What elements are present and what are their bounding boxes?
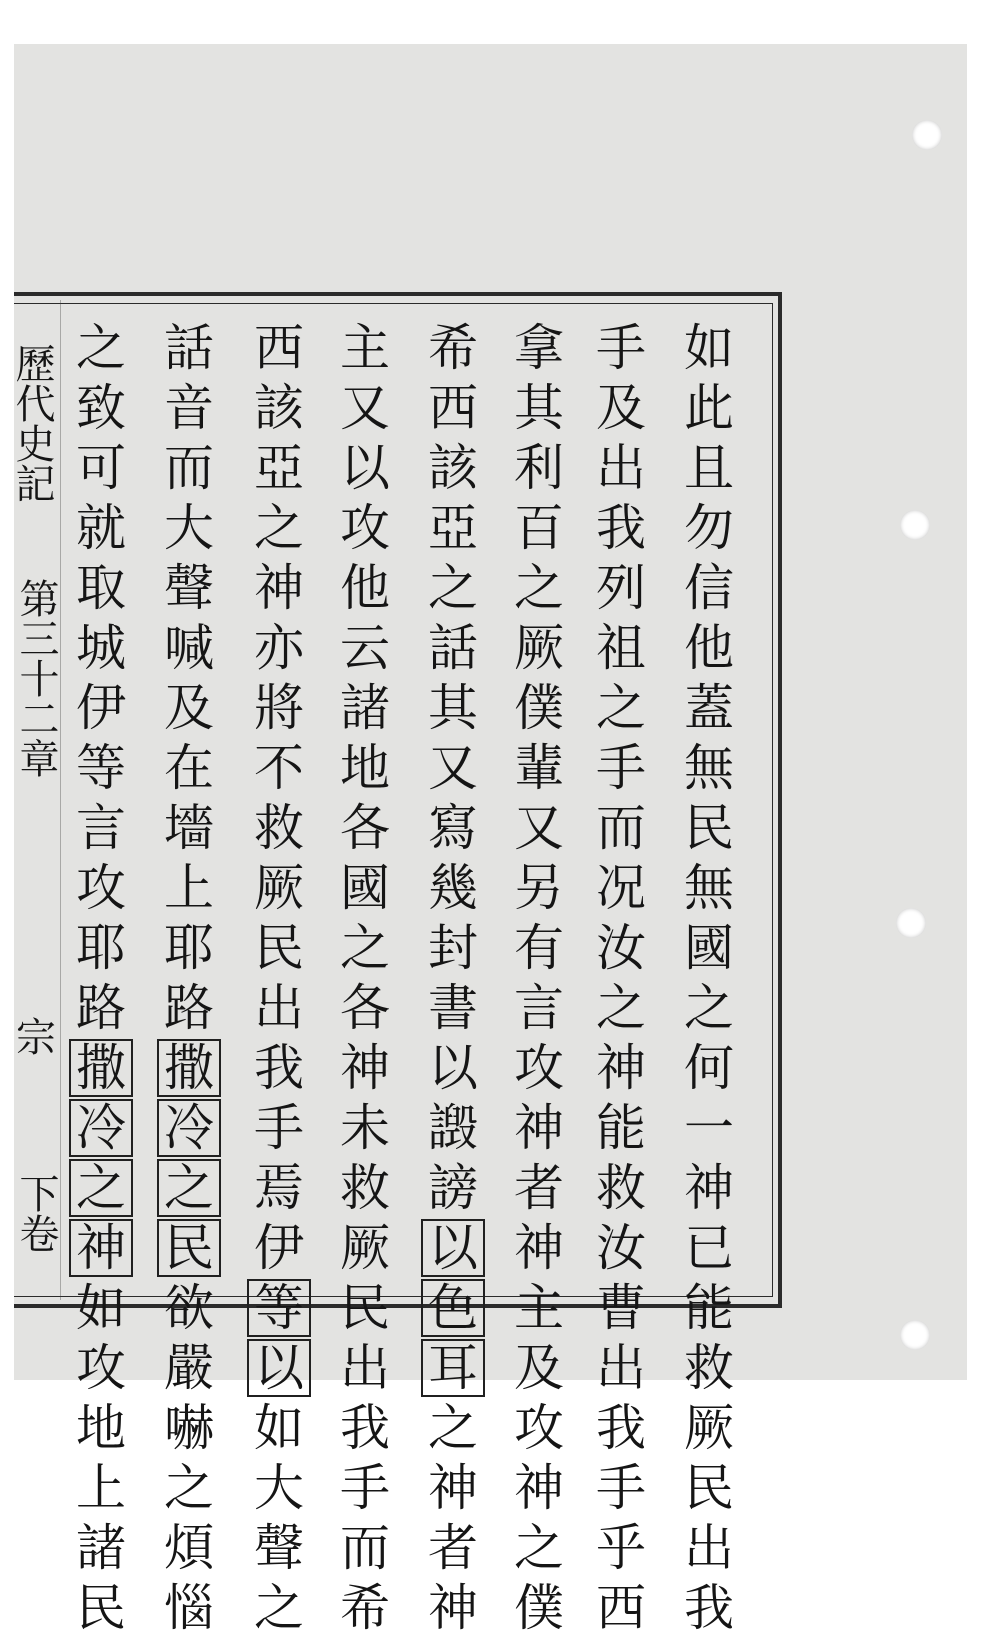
glyph: 冷 [68, 1098, 134, 1158]
glyph: 乎 [596, 1519, 646, 1577]
glyph: 以 [340, 439, 390, 497]
glyph: 之 [254, 1579, 304, 1637]
glyph: 伊 [254, 1219, 304, 1277]
margin-title: 歷代史記 [9, 343, 55, 503]
glyph: 主 [514, 1279, 564, 1337]
glyph: 之 [164, 1459, 214, 1517]
glyph: 厥 [254, 859, 304, 917]
glyph: 蓋 [684, 679, 734, 737]
glyph: 而 [596, 799, 646, 857]
glyph: 各 [340, 979, 390, 1037]
glyph: 欲 [164, 1279, 214, 1337]
glyph: 而 [164, 439, 214, 497]
text-column-3 [506, 318, 572, 1637]
glyph: 厥 [684, 1399, 734, 1457]
glyph: 又 [514, 799, 564, 857]
glyph: 取 [76, 559, 126, 617]
glyph: 封 [428, 919, 478, 977]
glyph: 汝 [596, 919, 646, 977]
glyph: 撒 [156, 1038, 222, 1098]
glyph: 上 [164, 859, 214, 917]
margin-column [9, 318, 59, 1298]
glyph: 救 [684, 1339, 734, 1397]
glyph: 希 [428, 319, 478, 377]
glyph: 列 [596, 559, 646, 617]
column-rule [60, 300, 61, 1300]
glyph: 無 [684, 739, 734, 797]
glyph: 冷 [156, 1098, 222, 1158]
glyph: 神 [514, 1219, 564, 1277]
glyph: 者 [428, 1519, 478, 1577]
glyph: 他 [340, 559, 390, 617]
glyph: 百 [514, 499, 564, 557]
glyph: 以 [420, 1218, 486, 1278]
glyph: 民 [254, 919, 304, 977]
glyph: 地 [340, 739, 390, 797]
glyph: 輩 [514, 739, 564, 797]
glyph: 煩 [164, 1519, 214, 1577]
glyph: 而 [340, 1519, 390, 1577]
glyph: 大 [254, 1459, 304, 1517]
glyph: 出 [684, 1519, 734, 1577]
glyph: 言 [76, 799, 126, 857]
glyph: 墻 [164, 799, 214, 857]
glyph: 攻 [514, 1399, 564, 1457]
glyph: 何 [684, 1039, 734, 1097]
glyph: 上 [76, 1459, 126, 1517]
glyph: 無 [684, 859, 734, 917]
glyph: 其 [428, 679, 478, 737]
glyph: 民 [76, 1579, 126, 1637]
glyph: 西 [596, 1579, 646, 1637]
margin-volume: 下卷 [13, 1173, 59, 1253]
glyph: 伊 [76, 679, 126, 737]
glyph: 將 [254, 679, 304, 737]
glyph: 嚇 [164, 1399, 214, 1457]
glyph: 我 [684, 1579, 734, 1637]
glyph: 謗 [428, 1159, 478, 1217]
glyph: 我 [596, 499, 646, 557]
glyph: 致 [76, 379, 126, 437]
glyph: 之 [340, 919, 390, 977]
glyph: 出 [254, 979, 304, 1037]
text-column-4 [420, 318, 486, 1637]
glyph: 者 [514, 1159, 564, 1217]
glyph: 况 [596, 859, 646, 917]
glyph: 希 [340, 1579, 390, 1637]
glyph: 以 [428, 1039, 478, 1097]
glyph: 他 [684, 619, 734, 677]
glyph: 信 [684, 559, 734, 617]
glyph: 不 [254, 739, 304, 797]
glyph: 其 [514, 379, 564, 437]
glyph: 各 [340, 799, 390, 857]
glyph: 亞 [254, 439, 304, 497]
binding-hole-4 [900, 1320, 930, 1350]
glyph: 大 [164, 499, 214, 557]
glyph: 惱 [164, 1579, 214, 1637]
glyph: 等 [76, 739, 126, 797]
glyph: 曹 [596, 1279, 646, 1337]
glyph: 之 [684, 979, 734, 1037]
glyph: 救 [596, 1159, 646, 1217]
glyph: 該 [254, 379, 304, 437]
glyph: 聲 [164, 559, 214, 617]
glyph: 之 [428, 1399, 478, 1457]
glyph: 話 [164, 319, 214, 377]
glyph: 及 [164, 679, 214, 737]
glyph: 救 [254, 799, 304, 857]
glyph: 有 [514, 919, 564, 977]
glyph: 此 [684, 379, 734, 437]
glyph: 又 [428, 739, 478, 797]
glyph: 已 [684, 1219, 734, 1277]
binding-hole-3 [896, 908, 926, 938]
glyph: 喊 [164, 619, 214, 677]
glyph: 祖 [596, 619, 646, 677]
glyph: 僕 [514, 679, 564, 737]
glyph: 之 [596, 679, 646, 737]
glyph: 國 [340, 859, 390, 917]
glyph: 嚴 [164, 1339, 214, 1397]
glyph: 之 [76, 319, 126, 377]
glyph: 神 [428, 1579, 478, 1637]
glyph: 地 [76, 1399, 126, 1457]
glyph: 手 [340, 1459, 390, 1517]
glyph: 一 [684, 1099, 734, 1157]
glyph: 亞 [428, 499, 478, 557]
glyph: 民 [684, 799, 734, 857]
glyph: 諸 [340, 679, 390, 737]
glyph: 救 [340, 1159, 390, 1217]
glyph: 厥 [340, 1219, 390, 1277]
glyph: 之 [514, 559, 564, 617]
glyph: 神 [68, 1218, 134, 1278]
glyph: 耶 [76, 919, 126, 977]
glyph: 神 [596, 1039, 646, 1097]
glyph: 及 [514, 1339, 564, 1397]
glyph: 之 [428, 559, 478, 617]
glyph: 神 [514, 1099, 564, 1157]
glyph: 書 [428, 979, 478, 1037]
glyph: 耳 [420, 1338, 486, 1398]
glyph: 能 [684, 1279, 734, 1337]
text-column-7 [156, 318, 222, 1637]
glyph: 西 [428, 379, 478, 437]
glyph: 能 [596, 1099, 646, 1157]
glyph: 攻 [340, 499, 390, 557]
glyph: 等 [246, 1278, 312, 1338]
glyph: 神 [254, 559, 304, 617]
glyph: 國 [684, 919, 734, 977]
glyph: 音 [164, 379, 214, 437]
glyph: 民 [684, 1459, 734, 1517]
glyph: 攻 [76, 1339, 126, 1397]
glyph: 耶 [164, 919, 214, 977]
glyph: 之 [254, 499, 304, 557]
glyph: 我 [596, 1399, 646, 1457]
glyph: 色 [420, 1278, 486, 1338]
glyph: 手 [596, 739, 646, 797]
glyph: 亦 [254, 619, 304, 677]
glyph: 如 [254, 1399, 304, 1457]
text-column-8 [68, 318, 134, 1637]
glyph: 神 [428, 1459, 478, 1517]
glyph: 汝 [596, 1219, 646, 1277]
glyph: 主 [340, 319, 390, 377]
text-column-2 [588, 318, 654, 1637]
glyph: 以 [246, 1338, 312, 1398]
glyph: 路 [164, 979, 214, 1037]
glyph: 言 [514, 979, 564, 1037]
glyph: 另 [514, 859, 564, 917]
glyph: 民 [340, 1279, 390, 1337]
glyph: 未 [340, 1099, 390, 1157]
glyph: 諸 [76, 1519, 126, 1577]
glyph: 出 [596, 1339, 646, 1397]
glyph: 攻 [514, 1039, 564, 1097]
glyph: 之 [596, 979, 646, 1037]
glyph: 手 [254, 1099, 304, 1157]
glyph: 僕 [514, 1579, 564, 1637]
glyph: 手 [596, 1459, 646, 1517]
glyph: 如 [684, 319, 734, 377]
glyph: 又 [340, 379, 390, 437]
glyph: 我 [340, 1399, 390, 1457]
margin-chapter: 第三十二章 [13, 578, 59, 778]
glyph: 可 [76, 439, 126, 497]
glyph: 及 [596, 379, 646, 437]
glyph: 之 [68, 1158, 134, 1218]
glyph: 譭 [428, 1099, 478, 1157]
glyph: 該 [428, 439, 478, 497]
margin-char: 宗 [16, 1015, 56, 1061]
glyph: 如 [76, 1279, 126, 1337]
glyph: 手 [596, 319, 646, 377]
glyph: 拿 [514, 319, 564, 377]
glyph: 之 [156, 1158, 222, 1218]
text-column-1 [676, 318, 742, 1637]
glyph: 路 [76, 979, 126, 1037]
glyph: 神 [684, 1159, 734, 1217]
glyph: 民 [156, 1218, 222, 1278]
glyph: 幾 [428, 859, 478, 917]
glyph: 在 [164, 739, 214, 797]
glyph: 神 [340, 1039, 390, 1097]
glyph: 且 [684, 439, 734, 497]
glyph: 厥 [514, 619, 564, 677]
glyph: 撒 [68, 1038, 134, 1098]
glyph: 之 [514, 1519, 564, 1577]
glyph: 焉 [254, 1159, 304, 1217]
glyph: 出 [596, 439, 646, 497]
glyph: 神 [514, 1459, 564, 1517]
glyph: 就 [76, 499, 126, 557]
glyph: 西 [254, 319, 304, 377]
glyph: 聲 [254, 1519, 304, 1577]
text-column-5 [332, 318, 398, 1637]
glyph: 云 [340, 619, 390, 677]
binding-hole-2 [900, 510, 930, 540]
text-column-6 [246, 318, 312, 1637]
glyph: 我 [254, 1039, 304, 1097]
glyph: 勿 [684, 499, 734, 557]
glyph: 出 [340, 1339, 390, 1397]
glyph: 利 [514, 439, 564, 497]
glyph: 攻 [76, 859, 126, 917]
binding-hole-1 [912, 120, 942, 150]
glyph: 城 [76, 619, 126, 677]
glyph: 話 [428, 619, 478, 677]
glyph: 寫 [428, 799, 478, 857]
